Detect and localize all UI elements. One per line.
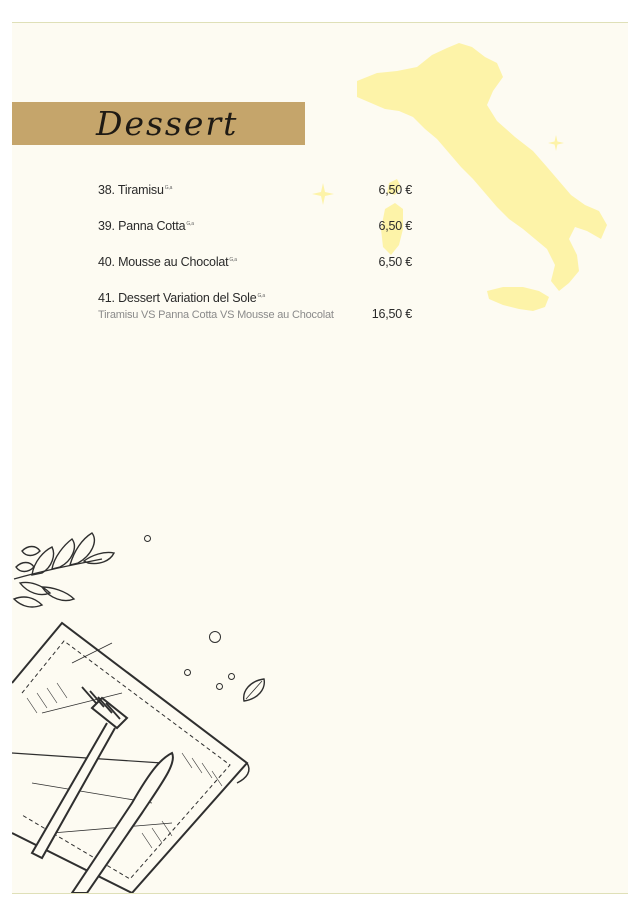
allergen-code: G,a — [257, 292, 265, 299]
menu-list — [98, 183, 412, 337]
item-name: Mousse au Chocolat — [118, 255, 229, 269]
sparkle-icon — [548, 135, 564, 151]
item-price: 6,50 € — [378, 183, 412, 197]
decorative-dot — [144, 535, 151, 542]
menu-item — [98, 291, 412, 337]
item-name: Dessert Variation del Sole — [118, 291, 257, 305]
item-number: 38. — [98, 183, 115, 197]
allergen-code: G,a — [186, 220, 194, 227]
item-description: Tiramisu VS Panna Cotta VS Mousse au Chocolat — [98, 309, 334, 321]
section-title-band — [12, 102, 305, 145]
herb-sprig-icon — [12, 521, 122, 613]
item-number: 41. — [98, 291, 115, 305]
item-name: Panna Cotta — [118, 219, 186, 233]
pepper-seed-icon — [240, 675, 268, 705]
menu-item — [98, 219, 412, 255]
item-price: 16,50 € — [371, 307, 412, 321]
fork-knife-napkin-icon — [12, 603, 262, 893]
item-price: 6,50 € — [378, 219, 412, 233]
item-number: 40. — [98, 255, 115, 269]
menu-item — [98, 255, 412, 291]
section-title: Dessert — [96, 104, 239, 143]
menu-page — [12, 22, 628, 894]
item-number: 39. — [98, 219, 115, 233]
item-name: Tiramisu — [117, 183, 164, 197]
menu-item — [98, 183, 412, 219]
allergen-code: G,a — [229, 256, 237, 263]
allergen-code: G,a — [164, 184, 173, 191]
item-price: 6,50 € — [378, 255, 412, 269]
